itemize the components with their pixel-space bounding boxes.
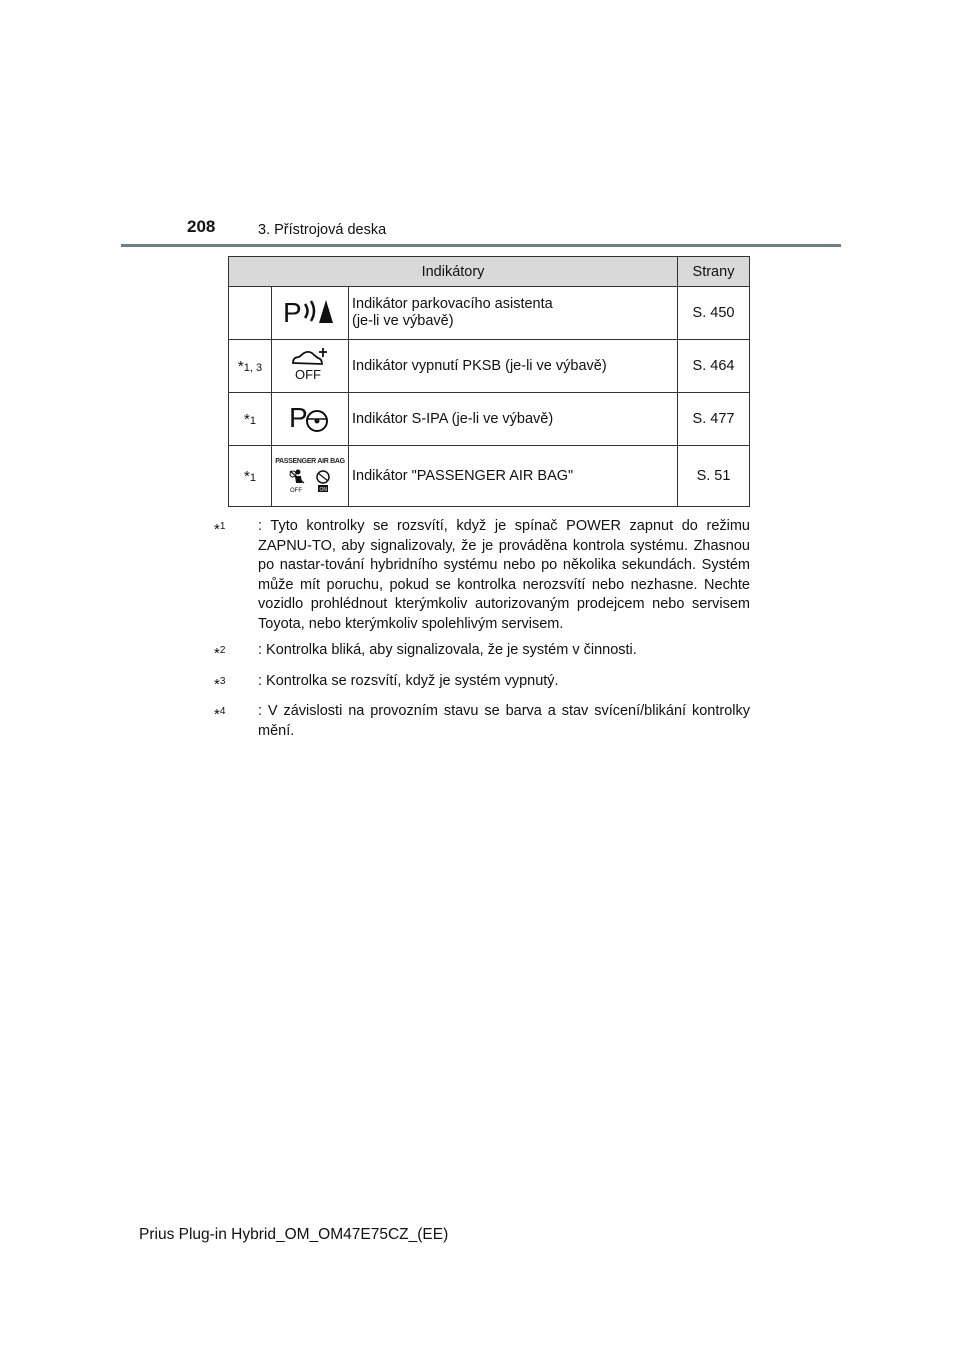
row-desc-line1: Indikátor "PASSENGER AIR BAG" [352,467,574,484]
row-desc-line1: Indikátor parkovacího asistenta [352,296,553,312]
asterisk-icon: * [244,467,250,485]
parking-assist-icon [281,296,339,326]
row-note-text: 1, 3 [243,361,263,374]
s-ipa-icon [287,401,333,433]
table-row [229,393,750,446]
row-note [229,340,272,393]
row-page-ref: S. 477 [678,393,750,446]
row-description [349,393,678,446]
footnote-mark [214,702,258,741]
document-id: Prius Plug-in Hybrid_OM_OM47E75CZ_(EE) [139,1226,449,1243]
svg-text:OFF: OFF [290,487,302,494]
row-note [229,287,272,340]
row-desc-line1: Indikátor S-IPA (je-li ve výbavě) [352,410,554,427]
footnote-number: 2 [219,645,226,656]
passenger-airbag-label: PASSENGER AIR BAG [275,457,345,465]
pksb-off-label: OFF [295,367,321,382]
row-description [349,340,678,393]
icon-cell [272,340,349,393]
footnote-text: : Kontrolka bliká, aby signalizovala, že je systém v činnosti. [258,642,637,658]
header-rule [121,244,841,247]
svg-text:ON: ON [319,486,327,493]
footnote-mark [214,672,258,696]
footnote-number: 1 [219,521,226,532]
row-note [229,393,272,446]
chapter-title: 3. Přístrojová deska [258,222,387,238]
footnote-mark [214,517,258,634]
footnote-number: 4 [219,706,226,717]
footnote [214,702,750,741]
row-note-text: 1 [249,471,256,484]
footnote-mark [214,641,258,665]
footnote-text: : V závislosti na provozním stavu se barva a stav svícení/blikání kontrolky mění. [258,703,750,739]
footnote-number: 3 [219,675,226,687]
row-description [349,446,678,507]
row-note-text: 1 [249,414,256,427]
table-header-row [229,257,750,287]
icon-cell [272,393,349,446]
row-description [349,287,678,340]
row-desc-line1: Indikátor vypnutí PKSB (je-li ve výbavě) [352,357,607,374]
row-page-ref: S. 450 [678,287,750,340]
svg-text:P: P [283,297,302,326]
footnote-text: : Kontrolka se rozsvítí, když je systém vypnutý. [258,672,559,689]
row-note [229,446,272,507]
svg-text:P: P [289,402,308,433]
table-row [229,446,750,507]
footnote [214,672,750,696]
footnote [214,641,750,665]
asterisk-icon: * [214,521,220,538]
icon-cell [272,287,349,340]
passenger-airbag-icon [272,458,348,495]
indicator-table [228,256,750,507]
asterisk-icon: * [214,645,220,662]
col-pages-header: Strany [678,257,750,287]
icon-cell [272,446,349,507]
row-page-ref: S. 464 [678,340,750,393]
row-desc-line2: (je-li ve výbavě) [352,313,454,329]
footnote-text: : Tyto kontrolky se rozsvítí, když je spínač POWER zapnut do režimu ZAPNU-TO, aby signalizovaly, že je prováděna kontrola systému. Zhasnou po nastar-tování hybridního systému nebo po několika sekundách. Systém může mít poruchu, pokud se kontrolka nerozsvítí nebo nezhasne. Nechte vozidlo prohlédnout kterýmkoliv autorizovaným prodejcem nebo servisem Toyota, nebo kterýmkoliv spolehlivým servisem. [258,518,750,632]
asterisk-icon: * [214,675,220,693]
table-row [229,287,750,340]
footnotes [214,517,750,748]
asterisk-icon: * [237,357,244,375]
col-indicators-header: Indikátory [229,257,678,287]
asterisk-icon: * [214,706,220,723]
footnote [214,517,750,634]
pksb-off-icon [287,346,333,382]
asterisk-icon: * [244,410,250,428]
table-row [229,340,750,393]
page-number: 208 [187,217,216,236]
row-page-ref: S. 51 [678,446,750,507]
airbag-symbols-icon [280,465,340,495]
